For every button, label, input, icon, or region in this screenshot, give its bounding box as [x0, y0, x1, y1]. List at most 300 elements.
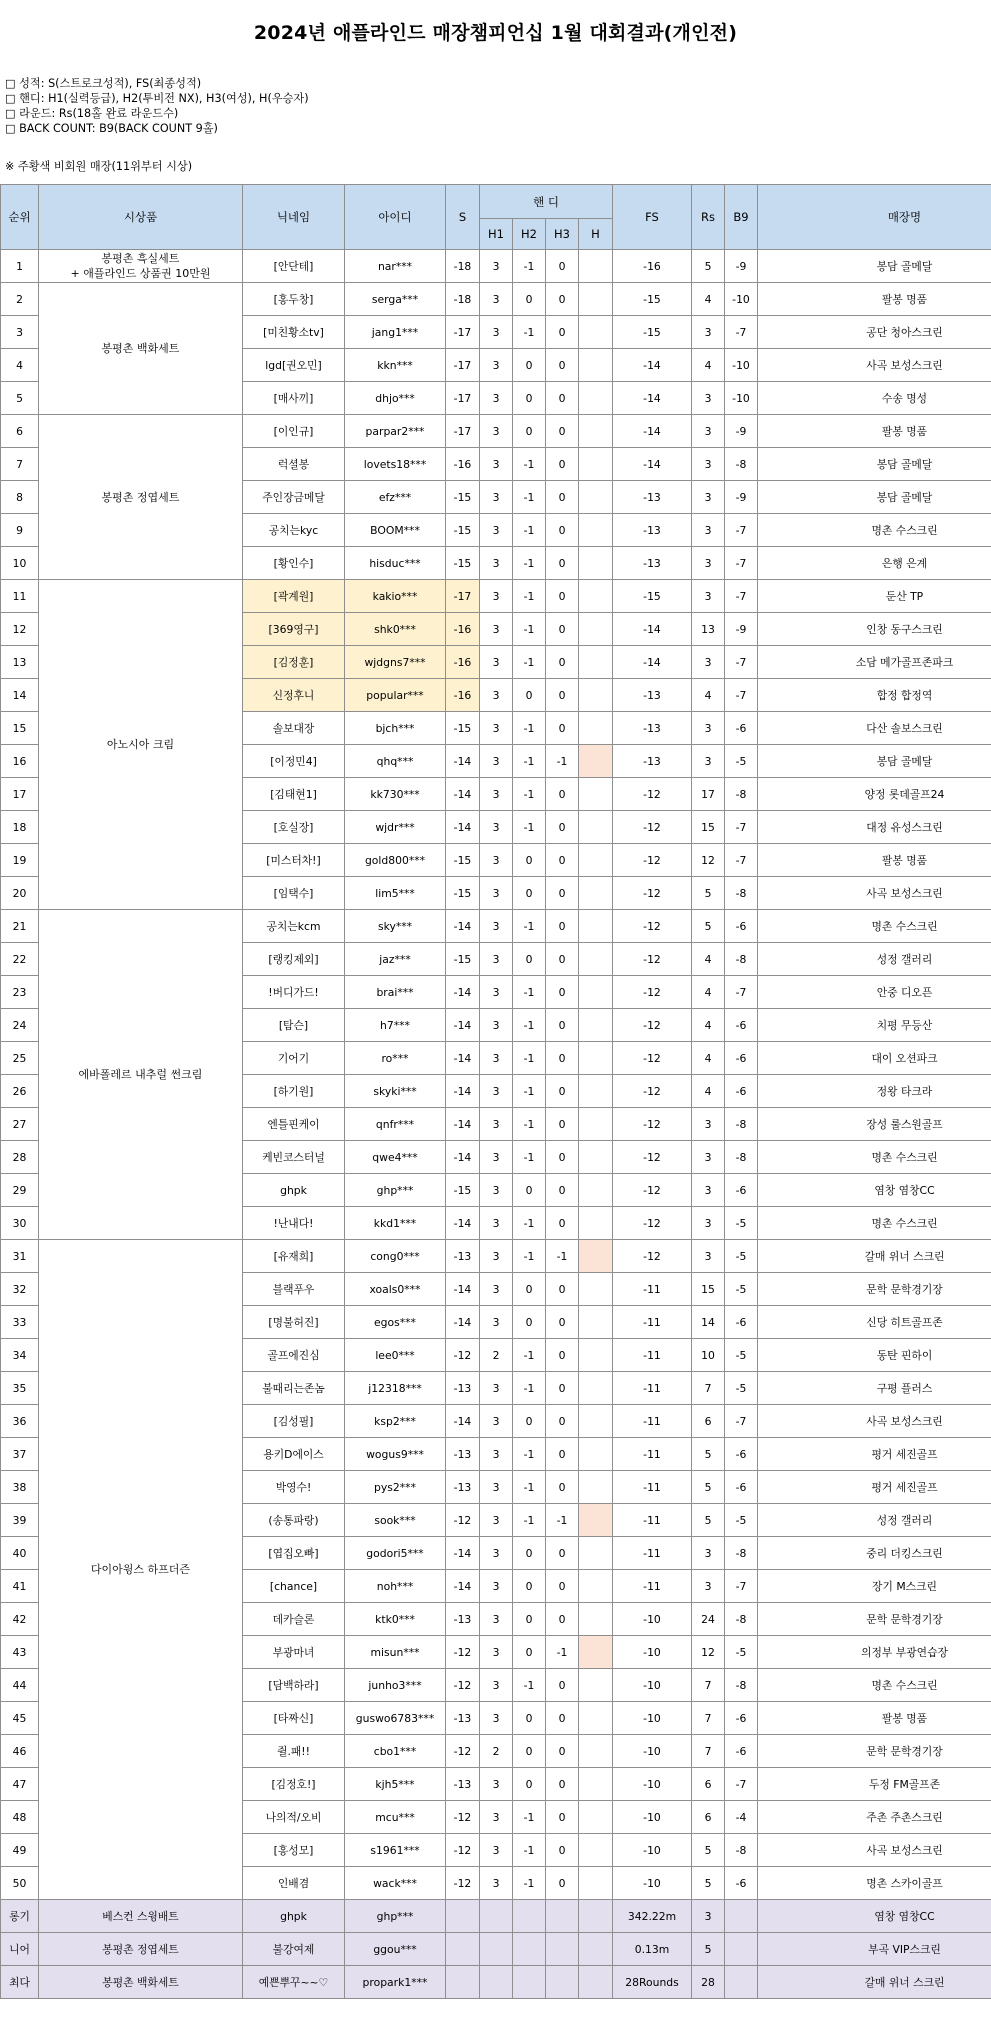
fs-cell: -11: [613, 1504, 692, 1537]
h1-cell: 3: [480, 844, 513, 877]
h2-cell: -1: [513, 1471, 546, 1504]
nickname-cell: [김정훈]: [243, 646, 345, 679]
b9-cell: -7: [725, 514, 758, 547]
fs-cell: -10: [613, 1636, 692, 1669]
award-value-cell: 28Rounds: [613, 1966, 692, 1999]
h2-cell: -1: [513, 1240, 546, 1273]
id-cell: misun***: [345, 1636, 446, 1669]
nickname-cell: [홍성모]: [243, 1834, 345, 1867]
legend-score: □ 성적: S(스트로크성적), FS(최종성적): [5, 77, 202, 90]
empty-cell: [546, 1966, 579, 1999]
store-cell: 은행 은계: [758, 547, 991, 580]
store-cell: 소담 메가골프존파크: [758, 646, 991, 679]
nickname-cell: [호실장]: [243, 811, 345, 844]
rank-cell: 12: [1, 613, 39, 646]
rank-cell: 3: [1, 316, 39, 349]
s-cell: -18: [446, 250, 480, 283]
h1-cell: 3: [480, 646, 513, 679]
b9-cell: -8: [725, 1141, 758, 1174]
h1-cell: 3: [480, 778, 513, 811]
fs-cell: -11: [613, 1471, 692, 1504]
fs-cell: -13: [613, 712, 692, 745]
h2-cell: 0: [513, 1735, 546, 1768]
rank-cell: 25: [1, 1042, 39, 1075]
rank-cell: 48: [1, 1801, 39, 1834]
fs-cell: -10: [613, 1702, 692, 1735]
h2-cell: -1: [513, 1867, 546, 1900]
h1-cell: 3: [480, 910, 513, 943]
id-cell: noh***: [345, 1570, 446, 1603]
h3-cell: 0: [546, 547, 579, 580]
fs-cell: -13: [613, 547, 692, 580]
rs-cell: 3: [692, 1570, 725, 1603]
id-cell: gold800***: [345, 844, 446, 877]
b9-cell: -5: [725, 1372, 758, 1405]
award-id-cell: propark1***: [345, 1966, 446, 1999]
fs-cell: -12: [613, 1108, 692, 1141]
header-nickname: 닉네임: [243, 185, 345, 250]
h3-cell: 0: [546, 1405, 579, 1438]
id-cell: j12318***: [345, 1372, 446, 1405]
store-cell: 양정 롯데골프24: [758, 778, 991, 811]
rs-cell: 5: [692, 250, 725, 283]
b9-cell: -8: [725, 877, 758, 910]
s-cell: -16: [446, 448, 480, 481]
rs-cell: 3: [692, 1108, 725, 1141]
legend: [5, 76, 309, 136]
h3-cell: 0: [546, 1438, 579, 1471]
s-cell: -14: [446, 745, 480, 778]
nickname-cell: 신정후니: [243, 679, 345, 712]
fs-cell: -13: [613, 679, 692, 712]
award-nickname-cell: 불강여제: [243, 1933, 345, 1966]
rs-cell: 6: [692, 1768, 725, 1801]
rs-cell: 5: [692, 1504, 725, 1537]
rs-cell: 4: [692, 943, 725, 976]
fs-cell: -11: [613, 1306, 692, 1339]
id-cell: lim5***: [345, 877, 446, 910]
b9-cell: -8: [725, 1603, 758, 1636]
h1-cell: 3: [480, 1240, 513, 1273]
nickname-cell: [타짜신]: [243, 1702, 345, 1735]
s-cell: -14: [446, 1042, 480, 1075]
store-cell: 문학 문학경기장: [758, 1273, 991, 1306]
b9-cell: -7: [725, 580, 758, 613]
rs-cell: 4: [692, 1042, 725, 1075]
rank-cell: 10: [1, 547, 39, 580]
nickname-cell: [유재희]: [243, 1240, 345, 1273]
legend-handicap: □ 핸디: H1(실력등급), H2(투비전 NX), H3(여성), H(우승자): [5, 92, 309, 105]
h-cell: [579, 1504, 613, 1537]
h2-cell: 0: [513, 1768, 546, 1801]
b9-cell: -8: [725, 943, 758, 976]
rank-cell: 50: [1, 1867, 39, 1900]
h3-cell: 0: [546, 448, 579, 481]
rank-cell: 15: [1, 712, 39, 745]
h-cell: [579, 679, 613, 712]
id-cell: mcu***: [345, 1801, 446, 1834]
h2-cell: 0: [513, 1537, 546, 1570]
h1-cell: 3: [480, 547, 513, 580]
rs-cell: 5: [692, 877, 725, 910]
h3-cell: 0: [546, 613, 579, 646]
store-cell: 문학 문학경기장: [758, 1603, 991, 1636]
b9-cell: -5: [725, 1240, 758, 1273]
h3-cell: 0: [546, 1009, 579, 1042]
table-row: [1, 910, 991, 943]
store-cell: 장성 룰스원골프: [758, 1108, 991, 1141]
rank-cell: 37: [1, 1438, 39, 1471]
rank-cell: 49: [1, 1834, 39, 1867]
h1-cell: 3: [480, 1570, 513, 1603]
h2-cell: -1: [513, 811, 546, 844]
rank-cell: 30: [1, 1207, 39, 1240]
rank-cell: 8: [1, 481, 39, 514]
h1-cell: 3: [480, 514, 513, 547]
store-cell: 장기 M스크린: [758, 1570, 991, 1603]
s-cell: -15: [446, 481, 480, 514]
h1-cell: 3: [480, 1504, 513, 1537]
h1-cell: 3: [480, 976, 513, 1009]
id-cell: cbo1***: [345, 1735, 446, 1768]
empty-cell: [725, 1900, 758, 1933]
rank-cell: 7: [1, 448, 39, 481]
h-cell: [579, 1669, 613, 1702]
rs-cell: 5: [692, 1834, 725, 1867]
h-cell: [579, 250, 613, 283]
rank-cell: 22: [1, 943, 39, 976]
store-cell: 정왕 타크라: [758, 1075, 991, 1108]
id-cell: efz***: [345, 481, 446, 514]
h2-cell: -1: [513, 745, 546, 778]
b9-cell: -10: [725, 382, 758, 415]
store-cell: 명촌 수스크린: [758, 1207, 991, 1240]
s-cell: -14: [446, 1075, 480, 1108]
h3-cell: 0: [546, 712, 579, 745]
header-h1: H1: [480, 219, 513, 250]
rs-cell: 3: [692, 646, 725, 679]
rs-cell: 4: [692, 976, 725, 1009]
b9-cell: -7: [725, 646, 758, 679]
rank-cell: 4: [1, 349, 39, 382]
nickname-cell: [chance]: [243, 1570, 345, 1603]
store-cell: 사곡 보성스크린: [758, 1405, 991, 1438]
nickname-cell: [명불허진]: [243, 1306, 345, 1339]
rank-cell: 17: [1, 778, 39, 811]
fs-cell: -12: [613, 1042, 692, 1075]
id-cell: dhjo***: [345, 382, 446, 415]
id-cell: lee0***: [345, 1339, 446, 1372]
store-cell: 팔봉 명품: [758, 1702, 991, 1735]
s-cell: -13: [446, 1438, 480, 1471]
h3-cell: -1: [546, 1240, 579, 1273]
h2-cell: 0: [513, 415, 546, 448]
store-cell: 평거 세진골프: [758, 1471, 991, 1504]
b9-cell: -7: [725, 1768, 758, 1801]
h3-cell: 0: [546, 1867, 579, 1900]
rs-cell: 4: [692, 1075, 725, 1108]
h3-cell: -1: [546, 1636, 579, 1669]
b9-cell: -8: [725, 778, 758, 811]
prize-group-cell: 봉평촌 백화세트: [39, 283, 243, 415]
results-table: [0, 184, 991, 1999]
award-label-cell: 니어: [1, 1933, 39, 1966]
h-cell: [579, 547, 613, 580]
empty-cell: [480, 1933, 513, 1966]
fs-cell: -15: [613, 580, 692, 613]
h2-cell: -1: [513, 514, 546, 547]
nickname-cell: [안단테]: [243, 250, 345, 283]
h3-cell: 0: [546, 283, 579, 316]
rs-cell: 10: [692, 1339, 725, 1372]
h3-cell: 0: [546, 1372, 579, 1405]
nickname-cell: 럭셜봉: [243, 448, 345, 481]
rank-cell: 44: [1, 1669, 39, 1702]
nickname-cell: 엔틀핀케이: [243, 1108, 345, 1141]
award-prize-cell: 베스컨 스윙배트: [39, 1900, 243, 1933]
h-cell: [579, 910, 613, 943]
h1-cell: 3: [480, 415, 513, 448]
nickname-cell: 기어기: [243, 1042, 345, 1075]
nickname-cell: 블랙푸우: [243, 1273, 345, 1306]
store-cell: 다산 솔보스크린: [758, 712, 991, 745]
h-cell: [579, 844, 613, 877]
rank-cell: 1: [1, 250, 39, 283]
b9-cell: -7: [725, 844, 758, 877]
h1-cell: 3: [480, 316, 513, 349]
rs-cell: 3: [692, 745, 725, 778]
s-cell: -15: [446, 877, 480, 910]
store-cell: 팔봉 명품: [758, 844, 991, 877]
b9-cell: -7: [725, 976, 758, 1009]
b9-cell: -7: [725, 547, 758, 580]
h3-cell: 0: [546, 1768, 579, 1801]
s-cell: -17: [446, 316, 480, 349]
id-cell: wjdr***: [345, 811, 446, 844]
legend-back-count: □ BACK COUNT: B9(BACK COUNT 9홀): [5, 122, 218, 135]
b9-cell: -10: [725, 283, 758, 316]
h2-cell: -1: [513, 1207, 546, 1240]
fs-cell: -10: [613, 1834, 692, 1867]
rank-cell: 43: [1, 1636, 39, 1669]
h3-cell: 0: [546, 1141, 579, 1174]
h1-cell: 3: [480, 1438, 513, 1471]
id-cell: wjdgns7***: [345, 646, 446, 679]
id-cell: wack***: [345, 1867, 446, 1900]
s-cell: -18: [446, 283, 480, 316]
h2-cell: 0: [513, 1603, 546, 1636]
fs-cell: -11: [613, 1339, 692, 1372]
h-cell: [579, 415, 613, 448]
nickname-cell: ghpk: [243, 1174, 345, 1207]
h2-cell: -1: [513, 1009, 546, 1042]
rs-cell: 3: [692, 415, 725, 448]
b9-cell: -7: [725, 316, 758, 349]
h3-cell: 0: [546, 1537, 579, 1570]
prize-group-cell: 다이아윙스 하프더즌: [39, 1240, 243, 1900]
s-cell: -14: [446, 1207, 480, 1240]
rank-cell: 31: [1, 1240, 39, 1273]
id-cell: ghp***: [345, 1174, 446, 1207]
h3-cell: 0: [546, 778, 579, 811]
rs-cell: 15: [692, 811, 725, 844]
h3-cell: 0: [546, 1174, 579, 1207]
header-rs: Rs: [692, 185, 725, 250]
id-cell: jang1***: [345, 316, 446, 349]
h-cell: [579, 1438, 613, 1471]
h-cell: [579, 1207, 613, 1240]
b9-cell: -6: [725, 1735, 758, 1768]
h3-cell: 0: [546, 1570, 579, 1603]
h-cell: [579, 1372, 613, 1405]
store-cell: 봉담 골메달: [758, 481, 991, 514]
h2-cell: -1: [513, 646, 546, 679]
h3-cell: 0: [546, 646, 579, 679]
h-cell: [579, 514, 613, 547]
header-b9: B9: [725, 185, 758, 250]
h-cell: [579, 778, 613, 811]
rank-cell: 21: [1, 910, 39, 943]
h3-cell: 0: [546, 349, 579, 382]
store-cell: 사곡 보성스크린: [758, 1834, 991, 1867]
h1-cell: 3: [480, 877, 513, 910]
store-cell: 명촌 수스크린: [758, 910, 991, 943]
rank-cell: 28: [1, 1141, 39, 1174]
rs-cell: 7: [692, 1735, 725, 1768]
h2-cell: 0: [513, 679, 546, 712]
id-cell: egos***: [345, 1306, 446, 1339]
b9-cell: -7: [725, 679, 758, 712]
h1-cell: 3: [480, 613, 513, 646]
b9-cell: -5: [725, 745, 758, 778]
fs-cell: -10: [613, 1801, 692, 1834]
s-cell: -14: [446, 1108, 480, 1141]
h1-cell: 3: [480, 1537, 513, 1570]
id-cell: junho3***: [345, 1669, 446, 1702]
rs-cell: 3: [692, 382, 725, 415]
h2-cell: -1: [513, 448, 546, 481]
nickname-cell: [미친황소tv]: [243, 316, 345, 349]
h2-cell: -1: [513, 481, 546, 514]
b9-cell: -7: [725, 1405, 758, 1438]
rank-cell: 46: [1, 1735, 39, 1768]
h2-cell: 0: [513, 1306, 546, 1339]
h-cell: [579, 811, 613, 844]
empty-cell: [725, 1933, 758, 1966]
nickname-cell: !난내다!: [243, 1207, 345, 1240]
page-title: 2024년 애플라인드 매장챔피언십 1월 대회결과(개인전): [253, 22, 738, 44]
rank-cell: 34: [1, 1339, 39, 1372]
store-cell: 치평 무등산: [758, 1009, 991, 1042]
s-cell: -13: [446, 1768, 480, 1801]
id-cell: wogus9***: [345, 1438, 446, 1471]
fs-cell: -14: [613, 382, 692, 415]
empty-cell: [579, 1966, 613, 1999]
h-cell: [579, 1108, 613, 1141]
rs-cell: 4: [692, 679, 725, 712]
store-cell: 명촌 스카이골프: [758, 1867, 991, 1900]
id-cell: cong0***: [345, 1240, 446, 1273]
id-cell: qnfr***: [345, 1108, 446, 1141]
h2-cell: -1: [513, 910, 546, 943]
h3-cell: 0: [546, 1702, 579, 1735]
b9-cell: -6: [725, 1471, 758, 1504]
h1-cell: 3: [480, 1834, 513, 1867]
id-cell: jaz***: [345, 943, 446, 976]
s-cell: -13: [446, 1372, 480, 1405]
id-cell: shk0***: [345, 613, 446, 646]
header-fs: FS: [613, 185, 692, 250]
fs-cell: -14: [613, 613, 692, 646]
rank-cell: 9: [1, 514, 39, 547]
nickname-cell: [매사끼]: [243, 382, 345, 415]
award-rounds-cell: 28: [692, 1966, 725, 1999]
h2-cell: 0: [513, 1405, 546, 1438]
s-cell: -15: [446, 844, 480, 877]
h3-cell: 0: [546, 1801, 579, 1834]
h2-cell: -1: [513, 1669, 546, 1702]
store-cell: 팔봉 명품: [758, 283, 991, 316]
rs-cell: 3: [692, 316, 725, 349]
h1-cell: 3: [480, 1075, 513, 1108]
h3-cell: 0: [546, 250, 579, 283]
rs-cell: 12: [692, 844, 725, 877]
h-cell: [579, 481, 613, 514]
h1-cell: 3: [480, 745, 513, 778]
b9-cell: -5: [725, 1207, 758, 1240]
fs-cell: -10: [613, 1603, 692, 1636]
h-cell: [579, 1174, 613, 1207]
h1-cell: 3: [480, 1009, 513, 1042]
h1-cell: 3: [480, 481, 513, 514]
b9-cell: -6: [725, 1075, 758, 1108]
h3-cell: 0: [546, 514, 579, 547]
id-cell: qhq***: [345, 745, 446, 778]
table-row: [1, 415, 991, 448]
empty-cell: [725, 1966, 758, 1999]
s-cell: -16: [446, 646, 480, 679]
nickname-cell: 부광마녀: [243, 1636, 345, 1669]
rank-cell: 11: [1, 580, 39, 613]
h3-cell: 0: [546, 316, 579, 349]
rs-cell: 6: [692, 1801, 725, 1834]
id-cell: nar***: [345, 250, 446, 283]
fs-cell: -12: [613, 877, 692, 910]
b9-cell: -9: [725, 481, 758, 514]
h-cell: [579, 613, 613, 646]
award-value-cell: 0.13m: [613, 1933, 692, 1966]
highlight-note: ※ 주황색 비회원 매장(11위부터 시상): [5, 160, 193, 173]
store-cell: 대정 유성스크린: [758, 811, 991, 844]
store-cell: 염창 염창CC: [758, 1174, 991, 1207]
h2-cell: -1: [513, 1141, 546, 1174]
h2-cell: -1: [513, 1834, 546, 1867]
h-cell: [579, 976, 613, 1009]
h-cell: [579, 1768, 613, 1801]
h1-cell: 3: [480, 1207, 513, 1240]
header-store: 매장명: [758, 185, 991, 250]
h3-cell: 0: [546, 1273, 579, 1306]
empty-cell: [579, 1933, 613, 1966]
nickname-cell: [탐슨]: [243, 1009, 345, 1042]
nickname-cell: 용키D에이스: [243, 1438, 345, 1471]
rs-cell: 4: [692, 349, 725, 382]
fs-cell: -11: [613, 1537, 692, 1570]
h1-cell: 3: [480, 811, 513, 844]
store-cell: 팔봉 명품: [758, 415, 991, 448]
b9-cell: -5: [725, 1504, 758, 1537]
h1-cell: 3: [480, 283, 513, 316]
